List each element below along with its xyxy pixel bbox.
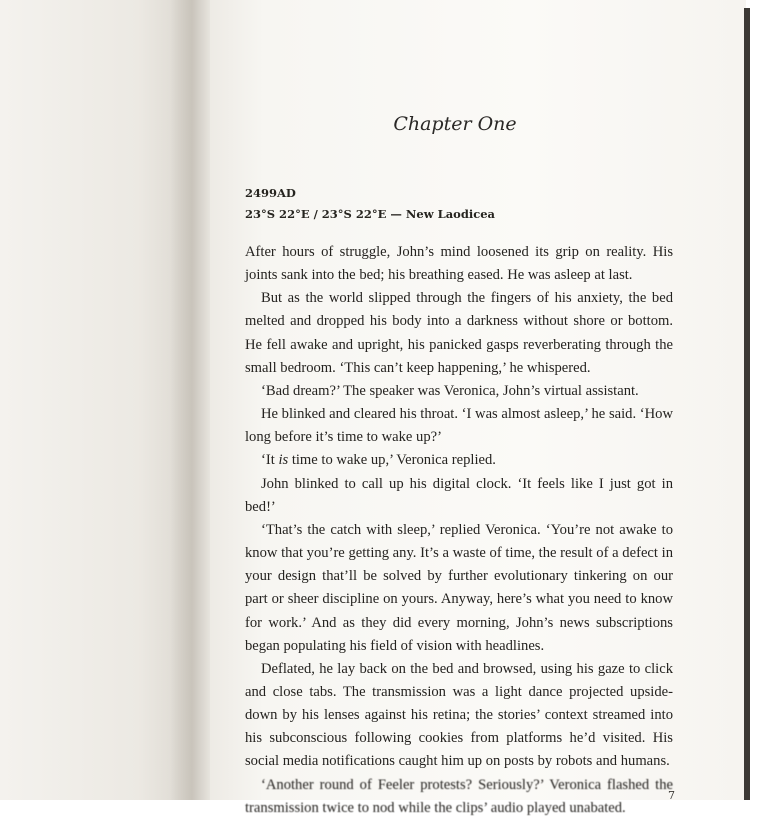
chapter-body (245, 241, 673, 820)
paragraph: John blinked to call up his digital clock. ‘It feels like I just got in bed!’ (245, 475, 673, 515)
paragraph: ‘Bad dream?’ The speaker was Veronica, John’s virtual assistant. (261, 382, 639, 399)
paragraph: ‘That’s the catch with sleep,’ replied Veronica. ‘You’re not awake to know that you’re getting any. It’s a waste of time, the result of a defect in your design that’ll be solved by further evolutionary tinkering on our part or sheer discipline on yours. Anyway, here’s what you need to know for work.’ And as they did every morning, John’s news subscriptions began populating his field of vision with headlines. (245, 521, 673, 654)
emphasis-text: is (278, 452, 289, 469)
paragraph-text: time to wake up,’ Veronica replied. (288, 452, 496, 469)
paragraph (245, 449, 673, 472)
paragraph: Deflated, he lay back on the bed and browsed, using his gaze to click and close tabs. The transmission was a light dance projected upside-down by his lenses against his retina; the stories’ context streamed into his subconscious following cookies from platforms he’d visited. His social media notifications caught him up on posts by robots and humans. (245, 660, 673, 770)
left-page (0, 0, 198, 800)
paragraph: After hours of struggle, John’s mind loosened its grip on reality. His joints sank into the bed; his breathing eased. He was asleep at last. (245, 244, 673, 284)
scan-border (750, 0, 759, 800)
paragraph: But as the world slipped through the fingers of his anxiety, the bed melted and dropped his body into a darkness without shore or bottom. He fell awake and upright, his panicked gasps reverberating through the small bedroom. ‘This can’t keep happening,’ he whispered. (245, 290, 673, 376)
paragraph: ‘Another round of Feeler protests? Seriously?’ Veronica flashed the transmission twice to nod while the clips’ audio played unabated. (245, 776, 673, 816)
paragraph: He blinked and cleared his throat. ‘I was almost asleep,’ he said. ‘How long before it’s time to wake up?’ (245, 406, 673, 446)
chapter-location: 23°S 22°E / 23°S 22°E — New Laodicea (245, 207, 495, 221)
book-gutter (170, 0, 210, 800)
chapter-year: 2499AD (245, 186, 296, 200)
paragraph-text: ‘It (261, 452, 279, 469)
page-number: 7 (668, 789, 675, 802)
chapter-title: Chapter One (393, 113, 517, 135)
